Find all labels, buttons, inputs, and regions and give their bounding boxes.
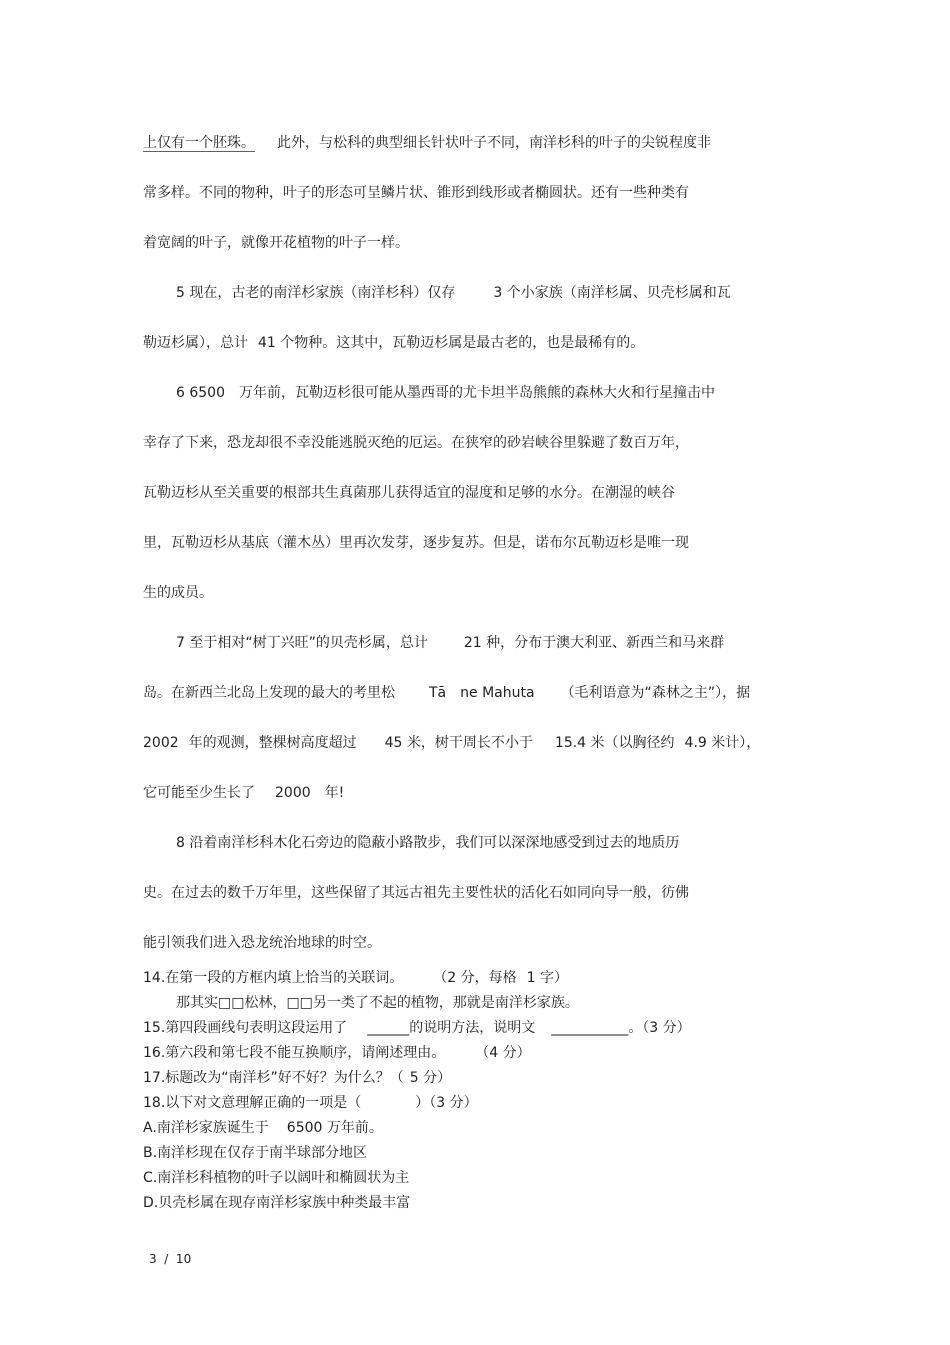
text-span: 6 6500 (176, 385, 225, 401)
paragraph-7-line-4 (143, 784, 344, 802)
text-span: 5 现在，古老的南洋杉家族（南洋杉科）仅存 (176, 285, 456, 301)
paragraph-6-line-5: 生的成员。 (143, 585, 213, 601)
paragraph-4-line-3: 着宽阔的叶子，就像开花植物的叶子一样。 (143, 235, 409, 251)
text-span: 4.9 米计）， (684, 735, 761, 751)
text-span: ）（3 分） (415, 1095, 478, 1111)
text-span: 年的观测，整棵树高度超过 (188, 735, 357, 751)
question-15 (143, 1019, 691, 1037)
text-span: 16.第六段和第七段不能互换顺序，请阐述理由。 (143, 1045, 446, 1061)
text-span: 14.在第一段的方框内填上恰当的关联词。 (143, 970, 404, 986)
text-span: A.南洋杉家族诞生于 (143, 1120, 269, 1136)
paragraph-5-line-1 (176, 284, 731, 302)
text-span: 勒迈杉属），总计 (143, 335, 248, 351)
text-span: （4 分） (475, 1045, 531, 1061)
text-span: 岛。在新西兰北岛上发现的最大的考里松 (143, 685, 395, 701)
text-span: 年! (324, 785, 345, 801)
paragraph-6-line-4: 里，瓦勒迈杉从基底（灌木丛）里再次发芽，逐步复苏。但是，诺布尔瓦勒迈杉是唯一现 (143, 535, 689, 551)
question-14-sentence: 那其实□□松林，□□另一类了不起的植物，那就是南洋杉家族。 (176, 995, 579, 1011)
paragraph-4-line-2: 常多样。不同的物种，叶子的形态可呈鳞片状、锥形到线形或者椭圆状。还有一些种类有 (143, 185, 689, 201)
text-span: 2000 (275, 785, 311, 801)
text-span: 41 个物种。这其中，瓦勒迈杉属是最古老的，也是最稀有的。 (258, 335, 645, 351)
text-span: 它可能至少生长了 (143, 785, 255, 801)
paragraph-8-line-2: 史。在过去的数千万年里，这些保留了其远古祖先主要性状的活化石如同向导一般，彷佛 (143, 885, 689, 901)
underlined-sentence: 上仅有一个胚珠。 (143, 135, 255, 151)
question-14 (143, 969, 568, 987)
option-d: D.贝壳杉属在现存南洋杉家族中种类最丰富 (143, 1195, 411, 1211)
question-18 (143, 1094, 478, 1112)
text-span: （毛利语意为“森林之主”），据 (560, 685, 751, 701)
option-a (143, 1119, 383, 1137)
text-span: 15.第四段画线句表明这段运用了 (143, 1020, 348, 1036)
paragraph-8-line-1: 8 沿着南洋杉科木化石旁边的隐蔽小路散步，我们可以深深地感受到过去的地质历 (176, 835, 680, 851)
option-c: C.南洋杉科植物的叶子以阔叶和椭圆状为主 (143, 1170, 410, 1186)
text-span: Tā (429, 685, 447, 701)
paragraph-4-line-1 (143, 134, 711, 152)
paragraph-8-line-3: 能引领我们进入恐龙统治地球的时空。 (143, 935, 381, 951)
text-span: 7 至于相对“树丁兴旺”的贝壳杉属，总计 (176, 635, 428, 651)
text-span: ______的说明方法，说明文 (367, 1020, 536, 1036)
text-span: 2002 (143, 735, 179, 751)
page-number: 3 / 10 (149, 1252, 192, 1266)
text-span: 21 种，分布于澳大利亚、新西兰和马来群 (463, 635, 725, 651)
paragraph-6-line-1 (176, 384, 715, 402)
paragraph-7-line-2 (143, 684, 750, 702)
text-span: 1 字） (526, 970, 568, 986)
text-span: 15.4 米（以胸径约 (554, 735, 675, 751)
text-span: 此外，与松科的典型细长针状叶子不同，南洋杉科的叶子的尖锐程度非 (277, 135, 711, 151)
text-span: 18.以下对文意理解正确的一项是（ (143, 1095, 362, 1111)
text-span: 5 分） (409, 1070, 452, 1086)
text-span: 17.标题改为“南洋杉”好不好？为什么？（ (143, 1070, 404, 1086)
text-span: 万年前，瓦勒迈杉很可能从墨西哥的尤卡坦半岛熊熊的森林大火和行星撞击中 (239, 385, 715, 401)
text-span: （2 分，每格 (433, 970, 517, 986)
text-span: 45 米，树干周长不小于 (384, 735, 533, 751)
text-span: ne Mahuta (460, 685, 535, 701)
paragraph-5-line-2 (143, 334, 644, 352)
text-span: 6500 万年前。 (286, 1120, 383, 1136)
text-span: ___________。（3 分） (551, 1020, 691, 1036)
paragraph-7-line-1 (176, 634, 724, 652)
option-b: B.南洋杉现在仅存于南半球部分地区 (143, 1145, 368, 1161)
question-17 (143, 1069, 451, 1087)
text-span: 3 个小家族（南洋杉属、贝壳杉属和瓦 (493, 285, 731, 301)
paragraph-6-line-3: 瓦勒迈杉从至关重要的根部共生真菌那儿获得适宜的湿度和足够的水分。在潮湿的峡谷 (143, 485, 675, 501)
question-16 (143, 1044, 531, 1062)
paragraph-6-line-2: 幸存了下来，恐龙却很不幸没能逃脱灭绝的厄运。在狭窄的砂岩峡谷里躲避了数百万年， (143, 435, 689, 451)
paragraph-7-line-3 (143, 734, 760, 752)
